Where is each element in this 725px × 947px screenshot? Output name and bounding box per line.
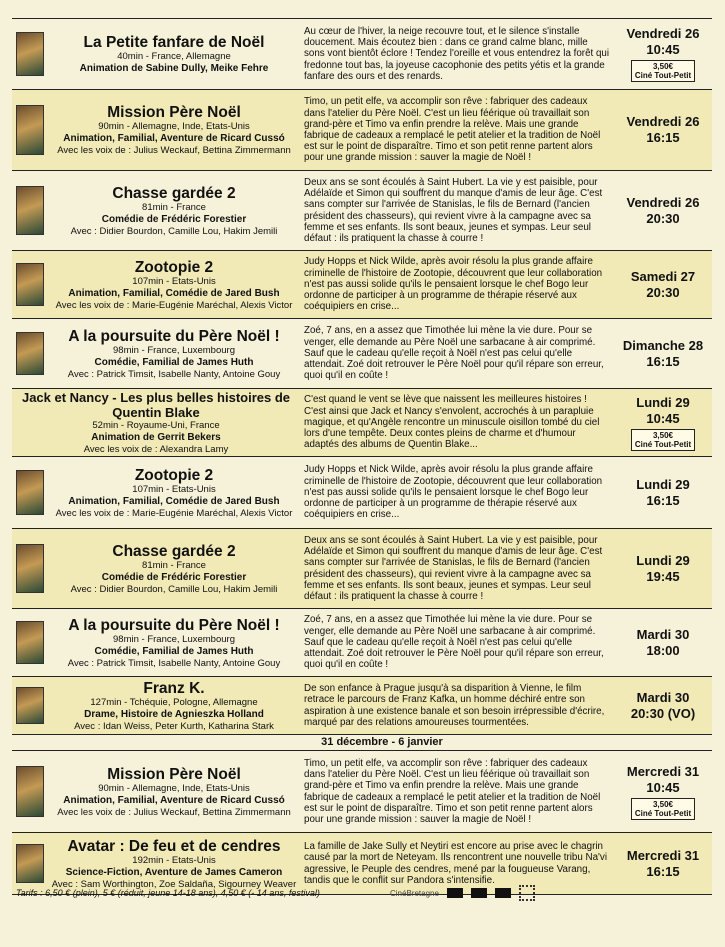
- film-info: [12, 389, 300, 456]
- film-meta: 192min - Etats-Unis: [132, 854, 216, 866]
- film-info: [48, 171, 300, 250]
- partner-logo-icon: [519, 885, 535, 901]
- showtime: [614, 19, 712, 89]
- poster: [12, 457, 48, 528]
- show-day: Vendredi 26: [626, 26, 700, 41]
- film-synopsis: Zoé, 7 ans, en a assez que Timothée lui mène la vie dure. Pour se venger, elle demande au Père Noël une sarbacane à air comprimé. Sauf que le cadeau qu'elle reçoit à Noël n'est pas celui qu'elle attendait. Zoé doit retrouver le Père Noël pour qu'il répare son erreur, quoi qu'il en coûte !: [304, 325, 604, 382]
- film-synopsis: Timo, un petit elfe, va accomplir son rêve : fabriquer des cadeaux dans l'atelier du Père Noël. C'est un lieu féérique où travaillait son grand-père et Timo va enfin prendre la relève. Mais une grande fabrique de cadeaux a remplacé le petit atelier et la tradition de Noël est sur le point de disparaître. Timo et son petit renne partent alors pour une grande mission : sauver la magie de Noël !: [304, 757, 601, 825]
- show-time: 19:45: [646, 568, 680, 584]
- partner-logo-icon: [447, 888, 463, 898]
- film-meta: 107min - Etats-Unis: [132, 483, 216, 495]
- show-day: Vendredi 26: [626, 114, 700, 129]
- show-time: 16:15: [646, 492, 680, 508]
- film-row: [12, 457, 712, 529]
- film-genre: Comédie, Familial de James Huth: [94, 645, 254, 657]
- film-cast: Avec les voix de : Julius Weckauf, Bettina Zimmermann: [57, 145, 291, 156]
- film-synopsis: Judy Hopps et Nick Wilde, après avoir résolu la plus grande affaire criminelle de l'histoire de Zootopie, découvrent que leur collaboration n'est pas aussi solide qu'ils le pensaient lorsque le chef Bogo leur ordonne de participer à un programme de thérapie réservé aux coéquipiers en crise...: [304, 256, 603, 313]
- film-genre: Comédie, Familial de James Huth: [94, 356, 254, 368]
- film-title: Zootopie 2: [134, 258, 214, 276]
- film-title: Chasse gardée 2: [112, 184, 236, 202]
- film-meta: 107min - Etats-Unis: [132, 275, 216, 287]
- poster: [12, 609, 48, 676]
- film-cast: Avec : Sam Worthington, Zoe Saldaña, Sigourney Weaver: [51, 878, 297, 890]
- film-meta: 52min - Royaume-Uni, France: [92, 420, 220, 431]
- show-day: Mardi 30: [636, 689, 690, 705]
- film-title: Avatar : De feu et de cendres: [67, 837, 281, 855]
- poster: [12, 529, 48, 608]
- film-info: [48, 19, 300, 89]
- show-day: Samedi 27: [630, 268, 696, 284]
- film-cast: Avec les voix de : Alexandra Lamy: [83, 444, 229, 455]
- show-time: 10:45: [646, 42, 680, 57]
- show-time: 10:45: [646, 410, 680, 426]
- show-time: 16:15: [646, 130, 680, 145]
- film-meta: 98min - France, Luxembourg: [113, 344, 235, 356]
- week-divider: 31 décembre - 6 janvier: [12, 735, 712, 751]
- film-genre: Science-Fiction, Aventure de James Cameron: [65, 866, 283, 878]
- poster-image: [16, 844, 44, 883]
- showtime: [614, 319, 712, 388]
- footer: [16, 885, 716, 901]
- film-info: [48, 251, 300, 318]
- showtime: [614, 609, 712, 676]
- film-row: [12, 171, 712, 251]
- film-row: [12, 251, 712, 319]
- poster: [12, 751, 48, 832]
- film-genre: Comédie de Frédéric Forestier: [101, 213, 247, 225]
- film-row: [12, 319, 712, 389]
- film-meta: 81min - France: [142, 559, 206, 571]
- cinebretagne-logo: CinéBretagne: [390, 888, 439, 898]
- show-day: Mardi 30: [636, 626, 690, 642]
- badge-price: 3,50€: [652, 62, 673, 71]
- showtime: [614, 457, 712, 528]
- film-row: [12, 90, 712, 171]
- poster: [12, 319, 48, 388]
- show-day: Mercredi 31: [626, 763, 700, 779]
- film-genre: Animation, Familial, Comédie de Jared Bush: [68, 495, 280, 507]
- partner-logos: [390, 885, 535, 901]
- film-meta: 98min - France, Luxembourg: [113, 633, 235, 645]
- film-title: Mission Père Noël: [107, 104, 241, 121]
- poster: [12, 251, 48, 318]
- film-genre: Animation, Familial, Aventure de Ricard Cussó: [63, 133, 285, 144]
- film-row: [12, 751, 712, 833]
- show-time: 20:30: [646, 284, 680, 300]
- badge-label: Ciné Tout-Petit: [634, 439, 692, 449]
- partner-logo-icon: [495, 888, 511, 898]
- poster-image: [16, 332, 44, 375]
- showtime: [614, 389, 712, 456]
- show-day: Lundi 29: [636, 552, 690, 568]
- poster: [12, 90, 48, 170]
- show-time: 20:30 (VO): [630, 705, 696, 721]
- price-badge: [631, 429, 695, 451]
- show-day: Mercredi 31: [626, 847, 700, 863]
- film-cast: Avec : Patrick Timsit, Isabelle Nanty, Antoine Gouy: [67, 368, 281, 380]
- price-badge: [631, 798, 695, 820]
- showtime: [614, 251, 712, 318]
- film-title: Jack et Nancy - Les plus belles histoires de Quentin Blake: [21, 390, 291, 420]
- poster-image: [16, 621, 44, 663]
- show-day: Vendredi 26: [626, 194, 700, 210]
- film-info: [48, 529, 300, 608]
- film-cast: Avec les voix de : Marie-Eugénie Maréchal, Alexis Victor: [55, 299, 293, 311]
- show-time: 16:15: [646, 863, 680, 879]
- film-row: [12, 609, 712, 677]
- film-info: [48, 319, 300, 388]
- film-synopsis: De son enfance à Prague jusqu'à sa disparition à Vienne, le film retrace le parcours de Franz Kafka, un homme déchiré entre son aspiration à une existence banale et son besoin irrépressible d'écrire, marqué par des relations amoureuses tourmentées.: [304, 683, 605, 728]
- film-cast: Avec : Idan Weiss, Peter Kurth, Katharina Stark: [74, 720, 274, 732]
- film-info: [48, 609, 300, 676]
- film-genre: Drame, Histoire de Agnieszka Holland: [84, 708, 264, 720]
- film-meta: 127min - Tchéquie, Pologne, Allemagne: [90, 696, 258, 708]
- badge-price: 3,50€: [652, 430, 673, 440]
- film-title: A la poursuite du Père Noël !: [68, 616, 280, 634]
- partner-logo-icon: [471, 888, 487, 898]
- show-time: 18:00: [646, 642, 680, 658]
- film-synopsis: Deux ans se sont écoulés à Saint Hubert. La vie y est paisible, pour Adélaïde et Simon qui souffrent du manque d'amis de leur âge. C'est sans compter sur l'arrivée de Stanislas, le fils de Bernard (l'ancien président des chasseurs), qui revient vivre à la campagne avec sa femme et ses enfants. Ils sont beaux, jeunes et sympas. Leur seul défaut : ils pratiquent la chasse à courre !: [304, 176, 603, 244]
- poster-image: [16, 32, 44, 76]
- film-synopsis: Deux ans se sont écoulés à Saint Hubert. La vie y est paisible, pour Adélaïde et Simon qui souffrent du manque d'amis de leur âge. C'est sans compter sur l'arrivée de Stanislas, le fils de Bernard (l'ancien président des chasseurs), qui revient vivre à la campagne avec sa femme et ses enfants. Ils sont beaux, jeunes et sympas. Leur seul défaut : ils pratiquent la chasse à courre !: [304, 534, 603, 602]
- badge-price: 3,50€: [652, 799, 673, 809]
- film-genre: Comédie de Frédéric Forestier: [101, 571, 247, 583]
- poster-image: [16, 687, 44, 723]
- show-day: Dimanche 28: [622, 337, 704, 353]
- film-meta: 40min - France, Allemagne: [117, 50, 231, 62]
- film-row: [12, 389, 712, 457]
- poster-image: [16, 186, 44, 235]
- film-cast: Animation de Sabine Dully, Meike Fehre: [79, 62, 269, 74]
- poster: [12, 171, 48, 250]
- showtime: [614, 90, 712, 170]
- film-title: La Petite fanfare de Noël: [83, 33, 265, 51]
- poster-image: [16, 470, 44, 515]
- showtime: [614, 751, 712, 832]
- film-genre: Animation, Familial, Aventure de Ricard Cussó: [63, 794, 285, 806]
- film-row: [12, 529, 712, 609]
- price-badge: [631, 60, 695, 82]
- film-info: [48, 751, 300, 832]
- film-info: [48, 90, 300, 170]
- film-title: Zootopie 2: [134, 466, 214, 484]
- badge-label: Ciné Tout-Petit: [634, 71, 692, 80]
- showtime: [614, 677, 712, 734]
- show-day: Lundi 29: [636, 476, 690, 492]
- film-synopsis: C'est quand le vent se lève que naissent les meilleures histoires ! C'est ainsi que Jack et Nancy s'envolent, accrochés à un parapluie magique, et qu'Angèle rencontre un minuscule oisillon tombé du ciel lors d'une tempête. Deux contes pleins de charme et d'humour adaptés des albums de Quentin Blake...: [304, 394, 600, 451]
- badge-label: Ciné Tout-Petit: [634, 808, 692, 818]
- film-genre: Animation de Gerrit Bekers: [91, 432, 221, 443]
- poster-image: [16, 105, 44, 155]
- film-synopsis: Zoé, 7 ans, en a assez que Timothée lui mène la vie dure. Pour se venger, elle demande au Père Noël une sarbacane à air comprimé. Sauf que le cadeau qu'elle reçoit à Noël n'est pas celui qu'elle attendait. Zoé doit retrouver le Père Noël pour qu'il répare son erreur, quoi qu'il en coûte !: [304, 614, 604, 671]
- show-day: Lundi 29: [636, 394, 690, 410]
- poster-image: [16, 263, 44, 305]
- film-synopsis: Au cœur de l'hiver, la neige recouvre tout, et le silence s'installe doucement. Mais écoutez bien : dans ce grand calme blanc, mille sons vont bientôt éclore ! Tendez l'oreille et vous entendrez la forêt qui fredonne tout bas, la joyeuse cacophonie des petits yétis et la grande fanfare des ours et des renards.: [304, 25, 610, 82]
- poster: [12, 677, 48, 734]
- poster-image: [16, 544, 44, 593]
- film-meta: 90min - Allemagne, Inde, Etats-Unis: [98, 121, 250, 132]
- poster-image: [16, 766, 44, 817]
- programme-sheet: [12, 18, 712, 895]
- film-title: Franz K.: [143, 679, 205, 697]
- film-synopsis: Timo, un petit elfe, va accomplir son rêve : fabriquer des cadeaux dans l'atelier du Père Noël. C'est un lieu féérique où travaillait son grand-père et Timo va enfin prendre la relève. Mais une grande fabrique de cadeaux a remplacé le petit atelier et la tradition de Noël est sur le point de disparaître. Timo et son petit renne partent alors pour une grande mission : sauver la magie de Noël !: [304, 96, 601, 164]
- poster: [12, 19, 48, 89]
- film-title: Chasse gardée 2: [112, 542, 236, 560]
- show-time: 10:45: [646, 779, 680, 795]
- showtime: [614, 529, 712, 608]
- film-meta: 81min - France: [142, 201, 206, 213]
- film-cast: Avec les voix de : Marie-Eugénie Maréchal, Alexis Victor: [55, 507, 293, 519]
- film-synopsis: Judy Hopps et Nick Wilde, après avoir résolu la plus grande affaire criminelle de l'histoire de Zootopie, découvrent que leur collaboration n'est pas aussi solide qu'ils le pensaient lorsque le chef Bogo leur ordonne de participer à un programme de thérapie réservé aux coéquipiers en crise...: [304, 464, 603, 521]
- film-cast: Avec : Didier Bourdon, Camille Lou, Hakim Jemili: [70, 583, 278, 595]
- showtime: [614, 171, 712, 250]
- show-time: 20:30: [646, 210, 680, 226]
- film-meta: 90min - Allemagne, Inde, Etats-Unis: [98, 782, 250, 794]
- film-row: [12, 18, 712, 90]
- film-cast: Avec les voix de : Julius Weckauf, Bettina Zimmermann: [57, 806, 291, 818]
- film-title: Mission Père Noël: [107, 765, 241, 783]
- film-cast: Avec : Didier Bourdon, Camille Lou, Hakim Jemili: [70, 225, 278, 237]
- show-time: 16:15: [646, 353, 680, 369]
- film-genre: Animation, Familial, Comédie de Jared Bush: [68, 287, 280, 299]
- film-cast: Avec : Patrick Timsit, Isabelle Nanty, Antoine Gouy: [67, 657, 281, 669]
- film-synopsis: La famille de Jake Sully et Neytiri est encore au prise avec le chagrin causé par la mort de Neteyam. Ils rencontrent une nouvelle tribu Na'vi agressive, le Peuple des cendres, mené par la fougueuse Varang, tandis que le conflit sur Pandora s'intensifie.: [304, 841, 608, 886]
- film-info: [48, 677, 300, 734]
- film-info: [48, 457, 300, 528]
- film-title: A la poursuite du Père Noël !: [68, 327, 280, 345]
- film-row: [12, 677, 712, 735]
- tarifs: Tarifs : 6,50 € (plein), 5 € (réduit, jeune 14-18 ans), 4,50 € (- 14 ans, festival): [16, 888, 320, 898]
